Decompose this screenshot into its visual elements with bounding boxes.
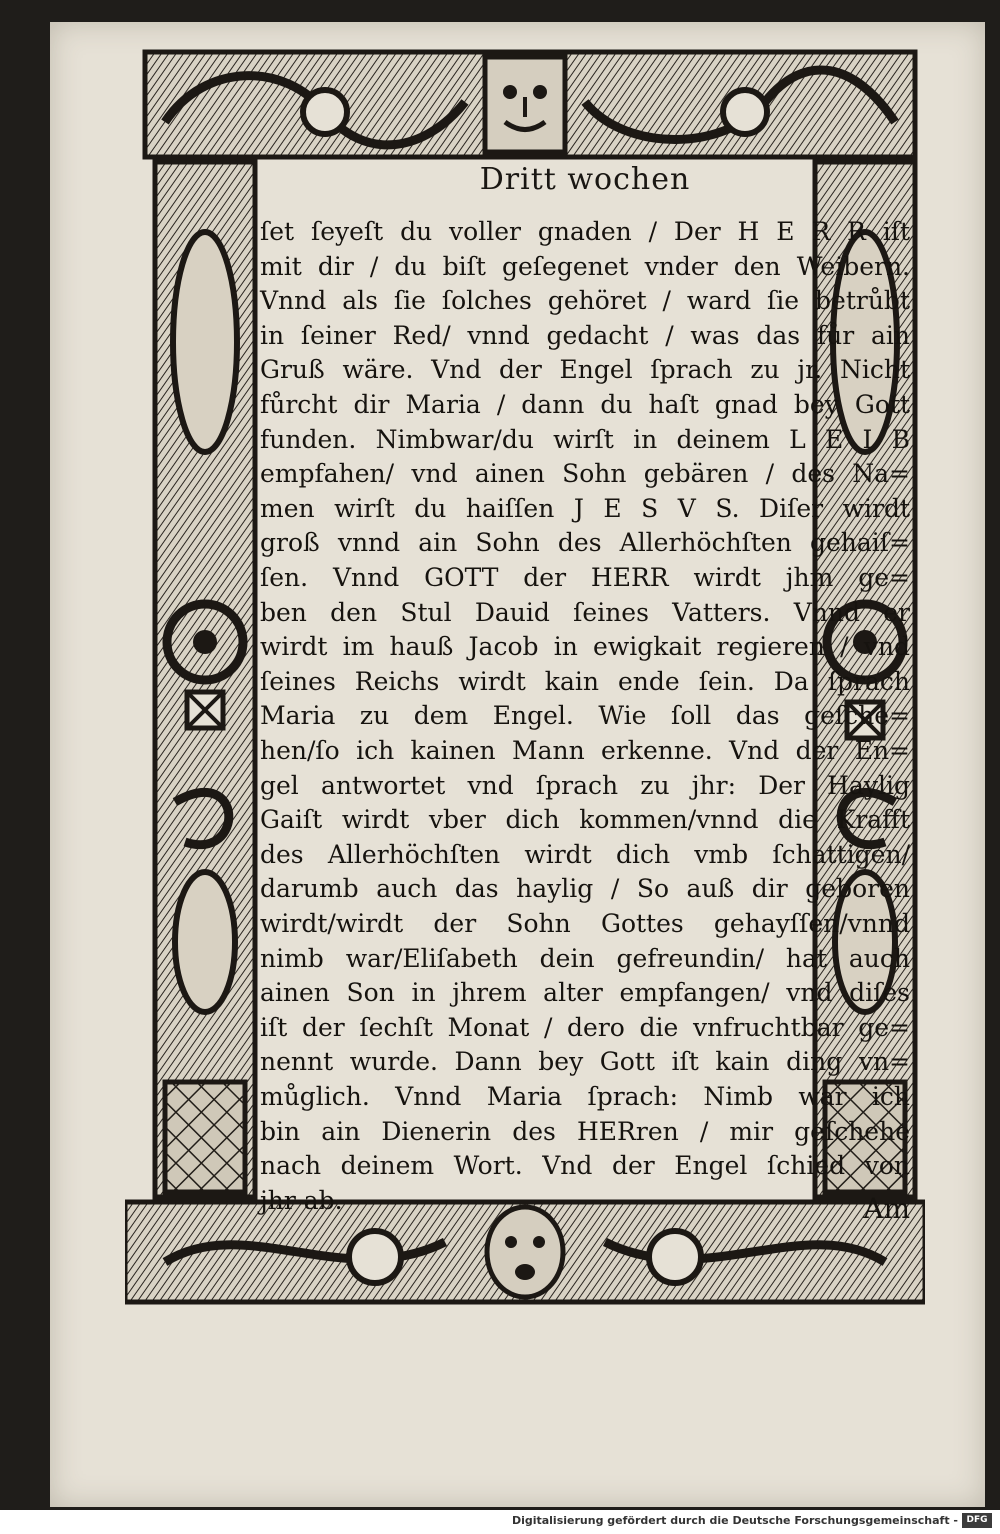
text-line: ainen Son in jhrem alter empfangen/ vnd diſes xyxy=(260,978,910,1008)
text-line: wirdt im hauß Jacob in ewigkait regieren / vnd xyxy=(260,632,910,662)
text-line: nimb war/Eliſabeth dein gefreundin/ hat auch xyxy=(260,943,910,973)
text-line: ben den Stul Dauid ſeines Vatters. Vnnd er xyxy=(260,597,910,627)
text-line: Maria zu dem Engel. Wie ſoll das geſche= xyxy=(260,701,910,731)
text-line: funden. Nimbwar/du wirſt in deinem L E I B xyxy=(260,424,910,454)
text-line: gel antwortet vnd ſprach zu jhr: Der Haylig xyxy=(260,770,910,800)
dfg-logo: DFG xyxy=(962,1513,992,1528)
text-line: ſet ſeyeſt du voller gnaden / Der H E R R iſt xyxy=(260,217,910,246)
text-line: hen/ſo ich kainen Mann erkenne. Vnd der En= xyxy=(260,736,910,765)
funding-credit: Digitalisierung gefördert durch die Deutsche Forschungsgemeinschaft - xyxy=(511,1514,958,1527)
text-line: mit dir / du biſt geſegenet vnder den Weibern. xyxy=(260,251,910,281)
text-line: Vnnd als ſie ſolches gehöret / ward ſie betrůbt xyxy=(260,286,910,316)
text-line: bin ain Dienerin des HERren / mir geſchehe xyxy=(260,1116,910,1146)
running-head: Dritt wochen xyxy=(479,162,691,197)
text-line: empfahen/ vnd ainen Sohn gebären / des Na= xyxy=(260,459,910,489)
text-line: můglich. Vnnd Maria ſprach: Nimb war ich xyxy=(260,1082,910,1111)
catchword: Am xyxy=(863,1192,910,1225)
top-frieze xyxy=(145,52,915,157)
text-line: fůrcht dir Maria / dann du haſt gnad bey Gott xyxy=(260,390,910,419)
book-page xyxy=(50,22,985,1507)
text-line: darumb auch das haylig / So auß dir geboren xyxy=(260,874,910,904)
text-line: men wirſt du haiſſen J E S V S. Diſer wirdt xyxy=(260,493,910,523)
text-line: jhr ab. xyxy=(260,1185,343,1215)
text-line: nach deinem Wort. Vnd der Engel ſchied von xyxy=(260,1151,910,1181)
text-line: des Allerhöchſten wirdt dich vmb ſchattigen/ xyxy=(260,839,910,869)
text-line: iſt der ſechſt Monat / dero die vnfruchtbar ge= xyxy=(260,1012,910,1042)
text-line: wirdt/wirdt der Sohn Gottes gehayſſen/vnnd xyxy=(260,909,910,938)
text-line: Gaiſt wirdt vber dich kommen/vnnd die Krafft xyxy=(260,805,910,835)
text-line: nennt wurde. Dann bey Gott iſt kain ding vn= xyxy=(260,1047,910,1077)
text-block xyxy=(260,162,910,1225)
left-column-ornament xyxy=(155,162,255,1197)
lion-head-mask xyxy=(485,57,565,152)
text-line: ſen. Vnnd GOTT der HERR wirdt jhm ge= xyxy=(260,563,910,592)
text-line: groß vnnd ain Sohn des Allerhöchſten gehaiſ= xyxy=(260,528,910,558)
footer-bar xyxy=(0,1510,1000,1534)
text-line: in ſeiner Red/ vnnd gedacht / was das fůr ain xyxy=(260,320,910,350)
text-line: Gruß wäre. Vnd der Engel ſprach zu jr. Nicht xyxy=(260,355,910,385)
text-line: ſeines Reichs wirdt kain ende ſein. Da ſprach xyxy=(260,666,910,696)
